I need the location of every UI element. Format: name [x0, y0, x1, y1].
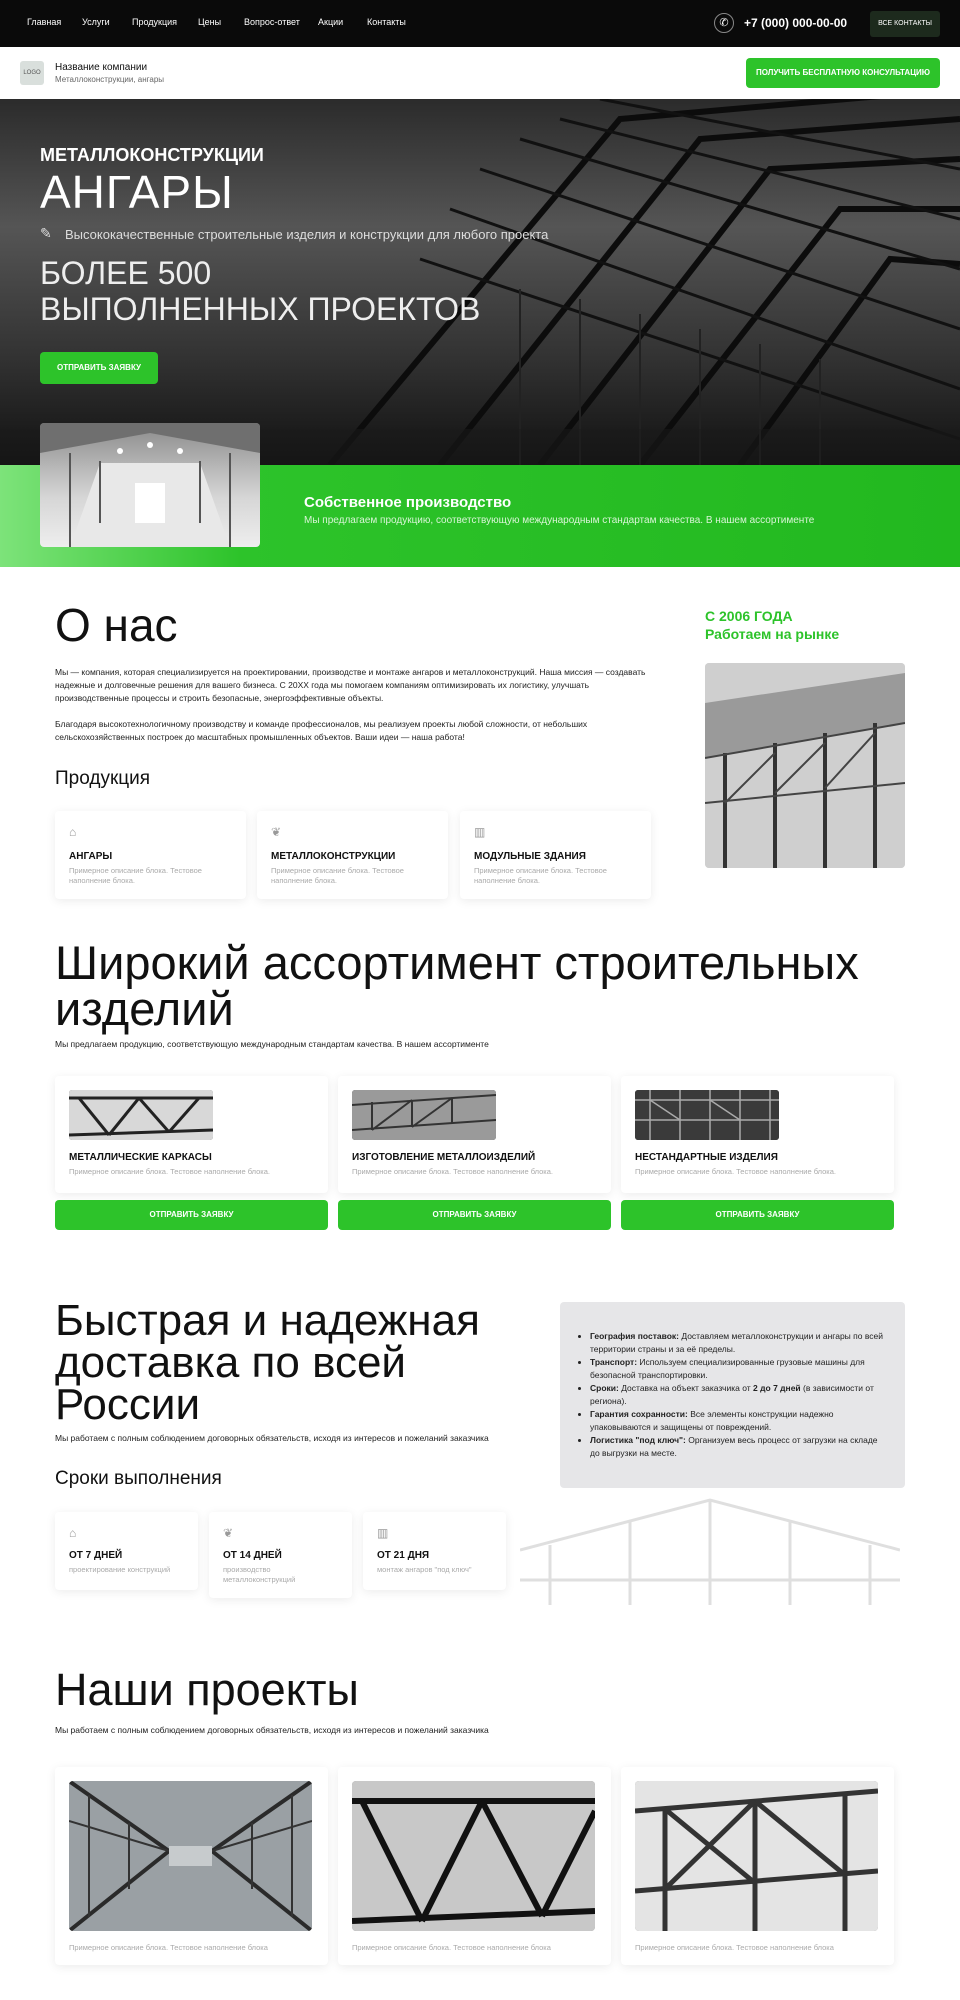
range-card-title: НЕСТАНДАРТНЫЕ ИЗДЕЛИЯ	[635, 1152, 778, 1163]
all-contacts-button[interactable]: ВСЕ КОНТАКТЫ	[870, 11, 940, 37]
top-navigation	[0, 0, 960, 47]
term-card-title: ОТ 7 ДНЕЙ	[69, 1550, 123, 1561]
hero-title-big: АНГАРЫ	[40, 166, 234, 218]
building-icon: ▥	[474, 825, 486, 839]
product-card-title: АНГАРЫ	[69, 851, 113, 862]
term-card-desc: монтаж ангаров "под ключ"	[377, 1565, 472, 1574]
range-request-button-3[interactable]: ОТПРАВИТЬ ЗАЯВКУ	[621, 1200, 894, 1230]
leaf-icon: ❦	[271, 825, 282, 839]
steel-frame-image	[705, 663, 905, 868]
since-caption: Работаем на рынке	[705, 626, 840, 642]
project-card-3[interactable]	[621, 1767, 894, 1965]
company-subtitle: Металлоконструкции, ангары	[55, 75, 165, 84]
delivery-list	[578, 1330, 888, 1460]
delivery-info-box	[560, 1302, 905, 1488]
delivery-item	[590, 1434, 888, 1460]
projects-title: Наши проекты	[55, 1664, 359, 1715]
project-card-desc: Примерное описание блока. Тестовое наполнение блока	[352, 1943, 551, 1952]
building-icon: ▥	[377, 1526, 389, 1540]
nav-products[interactable]: Продукция	[132, 17, 178, 27]
range-subtitle: Мы предлагаем продукцию, соответствующую международным стандартам качества. В нашем ассортименте	[55, 1039, 489, 1049]
warehouse-interior-image	[40, 423, 260, 547]
nav-home[interactable]: Главная	[27, 17, 62, 27]
hangar-icon: ⌂	[69, 825, 77, 839]
phone-number[interactable]: +7 (000) 000-00-00	[744, 16, 848, 30]
projects-line-1: БОЛЕЕ 500	[40, 255, 212, 291]
term-card-desc: проектирование конструкций	[69, 1565, 171, 1574]
about-title: О нас	[55, 599, 178, 651]
delivery-item	[590, 1356, 888, 1382]
range-card-desc: Примерное описание блока. Тестовое наполнение блока.	[635, 1167, 836, 1176]
nav-faq[interactable]: Вопрос-ответ	[244, 17, 300, 27]
range-request-button-1[interactable]: ОТПРАВИТЬ ЗАЯВКУ	[55, 1200, 328, 1230]
project-card-2[interactable]	[338, 1767, 611, 1965]
metal-frames-image	[69, 1090, 213, 1140]
delivery-item-text: Все элементы конструкции надежно упаковываются и защищены от повреждений.	[590, 1409, 834, 1432]
products-title: Продукция	[55, 768, 151, 789]
hero-description: Высококачественные строительные изделия и конструкции для любого проекта	[65, 227, 549, 242]
range-card-desc: Примерное описание блока. Тестовое наполнение блока.	[69, 1167, 270, 1176]
nav-contacts[interactable]: Контакты	[367, 17, 406, 27]
steel-lattice-image	[635, 1781, 878, 1931]
custom-products-image	[635, 1090, 779, 1140]
since-badge	[705, 607, 839, 643]
term-card-title: ОТ 14 ДНЕЙ	[223, 1550, 282, 1561]
term-card-design	[55, 1512, 198, 1590]
range-card-custom[interactable]	[621, 1076, 894, 1193]
phone-icon: ✆	[714, 13, 734, 33]
product-card-desc: Примерное описание блока. Тестовое наполнение блока.	[69, 866, 202, 885]
project-card-desc: Примерное описание блока. Тестовое наполнение блока	[635, 1943, 834, 1952]
leaf-icon: ❦	[223, 1526, 234, 1540]
product-card-title: МЕТАЛЛОКОНСТРУКЦИИ	[271, 851, 396, 862]
bridge-image	[69, 1781, 312, 1931]
product-card-modular[interactable]	[460, 811, 651, 899]
product-card-metal[interactable]	[257, 811, 448, 899]
frame-watermark-image	[520, 1490, 900, 1605]
nav-promotions[interactable]: Акции	[318, 17, 344, 27]
delivery-title: Быстрая и надежная доставка по всей России	[55, 1296, 480, 1429]
company-name: Название компании	[55, 62, 148, 73]
delivery-item	[590, 1330, 888, 1356]
hero-send-request-button[interactable]: ОТПРАВИТЬ ЗАЯВКУ	[40, 352, 158, 384]
delivery-item-text: (в зависимости от региона).	[590, 1383, 874, 1406]
production-description: Мы предлагаем продукцию, соответствующую международным стандартам качества. В нашем ассортименте	[304, 515, 815, 526]
terms-title: Сроки выполнения	[55, 1468, 222, 1489]
range-card-frames[interactable]	[55, 1076, 328, 1193]
delivery-item-label: Гарантия сохранности:	[590, 1409, 688, 1419]
delivery-item	[590, 1382, 888, 1408]
about-paragraph-1: Мы — компания, которая специализируется на проектировании, производстве и монтаже ангаров и металлоконструкций. Наша миссия — создавать надежные и долговечные решения для вашего бизнеса. С 20ХХ года мы помогаем компаниям оптимизировать их логистику, улучшать производственные процессы и строить безопасные, энергоэффективные объекты.	[55, 667, 646, 703]
term-card-title: ОТ 21 ДНЯ	[377, 1550, 430, 1561]
projects-line-2: ВЫПОЛНЕННЫХ ПРОЕКТОВ	[40, 291, 481, 327]
project-card-1[interactable]	[55, 1767, 328, 1965]
company-logo[interactable]: LOGO	[20, 61, 44, 85]
truss-bridge-image	[352, 1781, 595, 1931]
hangar-icon: ⌂	[69, 1526, 77, 1540]
since-year: С 2006 ГОДА	[705, 608, 793, 624]
nav-services[interactable]: Услуги	[82, 17, 110, 27]
delivery-subtitle: Мы работаем с полным соблюдением договорных обязательств, исходя из интересов и пожеланий заказчика	[55, 1433, 489, 1443]
hero-title-small: МЕТАЛЛОКОНСТРУКЦИИ	[40, 145, 264, 165]
product-card-title: МОДУЛЬНЫЕ ЗДАНИЯ	[474, 851, 586, 862]
project-card-desc: Примерное описание блока. Тестовое наполнение блока	[69, 1943, 268, 1952]
delivery-item-text: Организуем весь процесс от загрузки на складе до выгрузки на месте.	[590, 1435, 878, 1458]
range-card-desc: Примерное описание блока. Тестовое наполнение блока.	[352, 1167, 553, 1176]
metal-fabrication-image	[352, 1090, 496, 1140]
pen-icon: ✎	[40, 225, 52, 241]
range-request-button-2[interactable]: ОТПРАВИТЬ ЗАЯВКУ	[338, 1200, 611, 1230]
delivery-item-text: Доставка на объект заказчика от	[618, 1383, 754, 1393]
delivery-item-label: Сроки:	[590, 1383, 619, 1393]
range-card-title: ИЗГОТОВЛЕНИЕ МЕТАЛЛОИЗДЕЛИЙ	[352, 1152, 536, 1163]
product-card-desc: Примерное описание блока. Тестовое наполнение блока.	[474, 866, 607, 885]
free-consultation-button[interactable]: ПОЛУЧИТЬ БЕСПЛАТНУЮ КОНСУЛЬТАЦИЮ	[746, 58, 940, 88]
product-card-desc: Примерное описание блока. Тестовое наполнение блока.	[271, 866, 404, 885]
hero-projects-count	[40, 255, 560, 327]
delivery-item-label: География поставок:	[590, 1331, 679, 1341]
nav-prices[interactable]: Цены	[198, 17, 222, 27]
hero-section	[0, 99, 960, 465]
term-card-production	[209, 1512, 352, 1598]
delivery-item-label: Транспорт:	[590, 1357, 638, 1367]
range-card-fabrication[interactable]	[338, 1076, 611, 1193]
delivery-item-days: 2 до 7 дней	[753, 1383, 801, 1393]
delivery-item-text: Используем специализированные грузовые машины для безопасной транспортировки.	[590, 1357, 865, 1380]
production-title: Собственное производство	[304, 494, 512, 511]
projects-subtitle: Мы работаем с полным соблюдением договорных обязательств, исходя из интересов и пожеланий заказчика	[55, 1725, 489, 1735]
term-card-installation	[363, 1512, 506, 1590]
delivery-item-text: Доставляем металлоконструкции и ангары по всей территории страны и за её пределы.	[590, 1331, 883, 1354]
about-paragraph-2: Благодаря высокотехнологичному производству и команде профессионалов, мы реализуем проекты любой сложности, от небольших сельскохозяйственных построек до масштабных промышленных объектов. Ваши идеи — наша работа!	[55, 719, 588, 742]
range-title: Широкий ассортимент строительных изделий	[55, 936, 859, 1035]
range-card-title: МЕТАЛЛИЧЕСКИЕ КАРКАСЫ	[69, 1152, 212, 1163]
product-card-hangars[interactable]	[55, 811, 246, 899]
term-card-desc: производство металлоконструкций	[223, 1565, 296, 1584]
delivery-item	[590, 1408, 888, 1434]
company-bar	[0, 47, 960, 99]
delivery-item-label: Логистика "под ключ":	[590, 1435, 686, 1445]
